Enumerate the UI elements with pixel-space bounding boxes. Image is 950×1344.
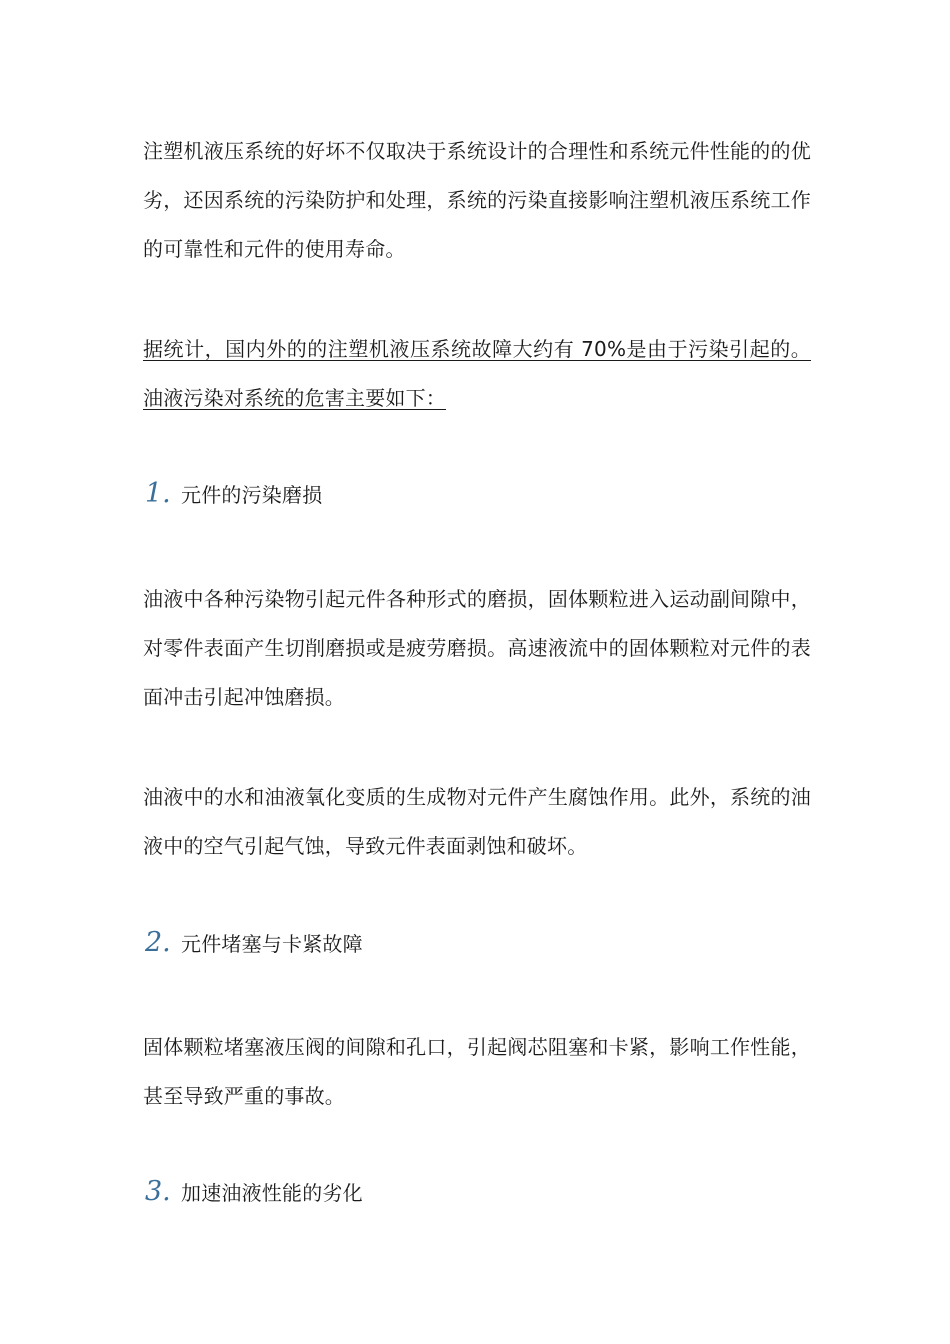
section-title: 元件的污染磨损 (181, 483, 323, 507)
section-heading-1 (145, 478, 322, 509)
statistic-text: 据统计，国内外的的注塑机液压系统故障大约有 70%是由于污染引起的。油液污染对系统的危害主要如下： (143, 337, 811, 410)
section-title: 加速油液性能的劣化 (181, 1181, 363, 1205)
section-heading-2 (145, 927, 363, 958)
section-number: 1. (145, 478, 171, 509)
intro-paragraph: 注塑机液压系统的好坏不仅取决于系统设计的合理性和系统元件性能的的优劣，还因系统的污染防护和处理，系统的污染直接影响注塑机液压系统工作的可靠性和元件的使用寿命。 (143, 139, 811, 261)
section-number: 3. (145, 1176, 171, 1207)
section-number: 2. (145, 927, 171, 958)
section-title: 元件堵塞与卡紧故障 (181, 932, 363, 956)
section-heading-3 (145, 1176, 363, 1207)
section-2-paragraph-1: 固体颗粒堵塞液压阀的间隙和孔口，引起阀芯阻塞和卡紧，影响工作性能，甚至导致严重的事故。 (143, 1035, 811, 1108)
section-1-paragraph-1: 油液中各种污染物引起元件各种形式的磨损，固体颗粒进入运动副间隙中，对零件表面产生切削磨损或是疲劳磨损。高速液流中的固体颗粒对元件的表面冲击引起冲蚀磨损。 (143, 587, 811, 709)
statistic-paragraph (143, 325, 811, 423)
section-1-paragraph-2: 油液中的水和油液氧化变质的生成物对元件产生腐蚀作用。此外，系统的油液中的空气引起气蚀，导致元件表面剥蚀和破坏。 (143, 785, 811, 858)
